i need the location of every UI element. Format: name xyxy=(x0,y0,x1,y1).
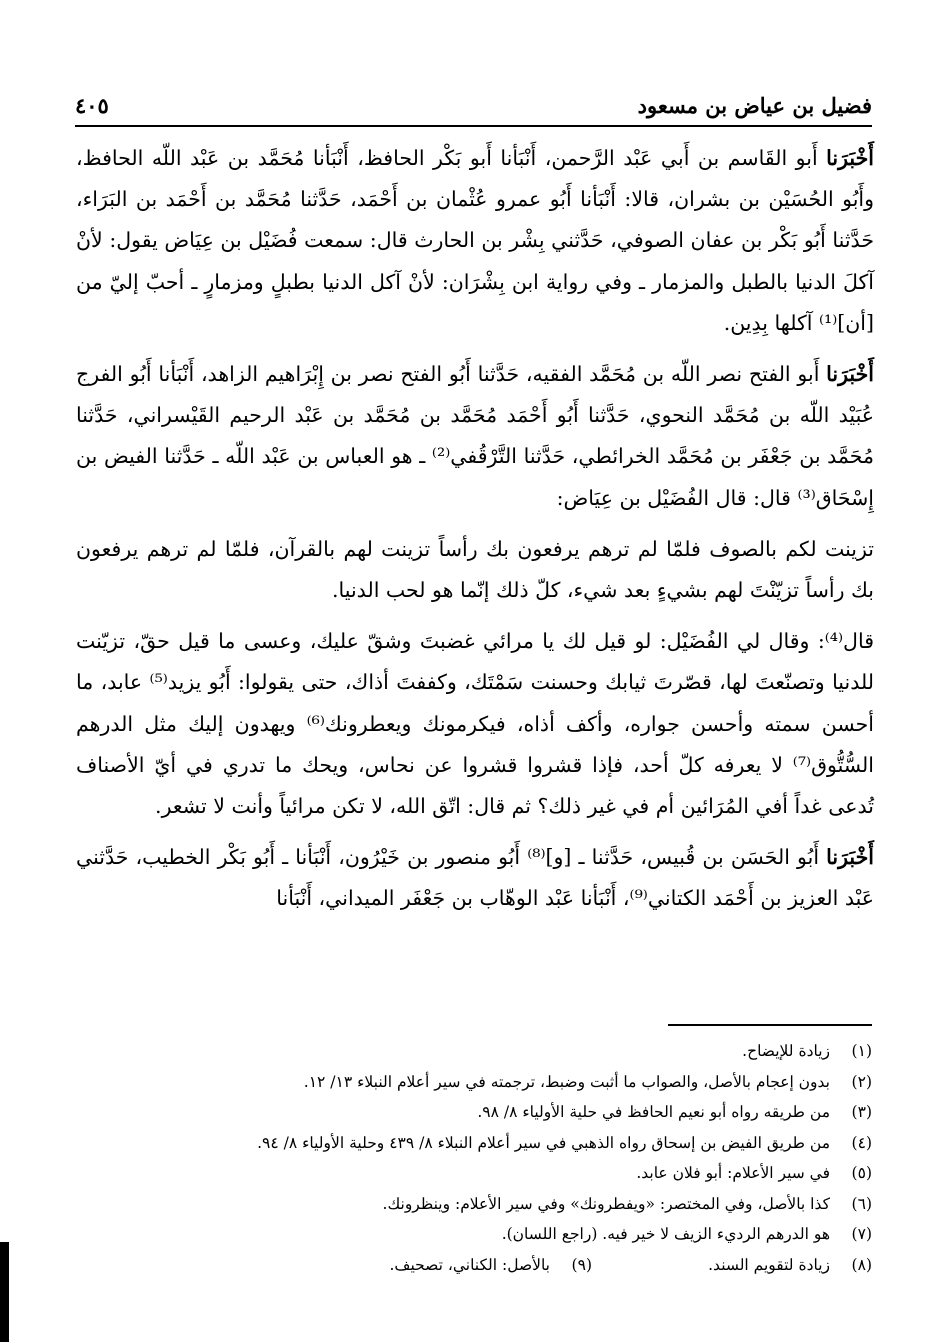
paragraph xyxy=(76,837,874,919)
footnote-number: (٤) xyxy=(851,1133,872,1152)
running-header xyxy=(75,88,872,122)
page-number: ٤٠٥ xyxy=(75,92,109,118)
header-rule xyxy=(75,125,872,127)
footnote xyxy=(76,1128,872,1159)
footnote-text: زيادة لتقويم السند. xyxy=(708,1255,830,1274)
footnote-pair xyxy=(76,1250,872,1281)
paragraph xyxy=(76,529,874,611)
footnote-text: بدون إعجام بالأصل، والصواب ما أثبت وضبط، ترجمته في سير أعلام النبلاء ١٣/ ١٢. xyxy=(303,1072,830,1091)
paragraph xyxy=(76,621,874,827)
footnote-number: (٣) xyxy=(851,1103,872,1121)
footnote-number: (١) xyxy=(851,1042,872,1060)
footnote-text: هو الدرهم الرديء الزيف لا خير فيه. (راجع اللسان). xyxy=(501,1225,830,1243)
footnote-number: (٨) xyxy=(851,1255,872,1274)
footnote-text: زيادة للإيضاح. xyxy=(742,1042,830,1060)
paragraph xyxy=(76,354,874,519)
footnote xyxy=(76,1189,872,1220)
footnote-text: في سير الأعلام: أبو فلان عابد. xyxy=(636,1164,830,1182)
paragraph-lead: أَخْبَرَنا xyxy=(826,146,874,170)
paragraph-text: أَبو القَاسم بن أَبي عَبْد الرَّحمن، أَنْبَأنا أَبو بَكْر الحافظ، أَنْبَأنا مُحَمَّد بن عَبْد اللّه الحافظ، وأَبُو الحُسَيْن بن بشران، قالا: أَنْبَأنا أَبُو عمرو عُثْمان بن أَحْمَد، حَدَّثنا مُحَمَّد بن أَحْمَد بن البَرَاء، حَدَّثنا أَبُو بَكْر بن عفان الصوفي، حَدَّثني بِشْر بن الحارث قال: سمعت فُضَيْل بن عِيَاض يقول: لأنْ آكلَ الدنيا بالطبل والمزمار ـ وفي رواية ابن بِشْرَان: لأنْ آكل الدنيا بطبلٍ ومزمارٍ ـ أحبّ إليّ من [أن]⁽¹⁾ آكلها بِدِين. xyxy=(76,146,874,335)
footnote-text: من طريقه رواه أبو نعيم الحافظ في حلية الأولياء ٨/ ٩٨. xyxy=(477,1103,830,1121)
paragraph-lead: أَخْبَرَنا xyxy=(826,362,874,387)
footnote-text: بالأصل: الكناني، تصحيف. xyxy=(389,1255,550,1274)
footnote xyxy=(76,1219,872,1250)
footnote-text: كذا بالأصل، وفي المختصر: «ويفطرونك» وفي سير الأعلام: وينظرونك. xyxy=(382,1194,830,1213)
scan-edge-mark xyxy=(0,1242,9,1342)
footnote xyxy=(76,1067,872,1098)
footnote-rule xyxy=(668,1024,872,1026)
footnote xyxy=(76,1036,872,1067)
paragraph-text: أَبُو الحَسَن بن قُبيس، حَدَّثنا ـ [و]⁽⁸⁾ أَبُو منصور بن خَيْرُون، أَنْبَأنا ـ أَبُو بَكْر الخطيب، حَدَّثني عَبْد العزيز بن أَحْمَد الكتاني⁽⁹⁾، أَنْبَأنا عَبْد الوهّاب بن جَعْفَر الميداني، أَنْبَأنا xyxy=(76,845,874,911)
footnote xyxy=(592,1250,872,1281)
footnote xyxy=(76,1097,872,1128)
footnote-text: من طريق الفيض بن إسحاق رواه الذهبي في سير أعلام النبلاء ٨/ ٤٣٩ وحلية الأولياء ٨/ ٩٤. xyxy=(257,1133,830,1152)
footnote-number: (٥) xyxy=(851,1164,872,1182)
paragraph-lead: أَخْبَرَنا xyxy=(826,845,874,870)
footnotes xyxy=(76,1036,872,1280)
paragraph-text: أَبو الفتح نصر اللّه بن مُحَمَّد الفقيه، حَدَّثنا أَبُو الفتح نصر بن إِبْرَاهيم الزاهد، أَنْبَأنا أَبُو الفرج عُبَيْد اللّه بن مُحَمَّد النحوي، حَدَّثنا أَبُو أَحْمَد مُحَمَّد بن مُحَمَّد بن عَبْد الرحيم القَيْسراني، حَدَّثنا مُحَمَّد بن جَعْفَر بن مُحَمَّد الخرائطي، حَدَّثنا التَّرْقُفي⁽²⁾ ـ هو العباس بن عَبْد اللّه ـ حَدَّثنا الفيض بن إِسْحَاق⁽³⁾ قال: قال الفُضَيْل بن عِيَاض: xyxy=(76,362,874,510)
header-title: فضيل بن عياض بن مسعود xyxy=(637,92,872,118)
footnote xyxy=(390,1250,593,1281)
paragraph-text: قال⁽⁴⁾: وقال لي الفُضَيْل: لو قيل لك يا مرائي غضبتَ وشقّ عليك، وعسى ما قيل حقّ، تزيّنت للدنيا وتصنّعتَ لها، قصّرتَ ثيابك وحسنت سَمْتَك، وكففتَ أذاك، حتى يقولوا: أَبُو يزيد⁽⁵⁾ عابد، ما أحسن سمته وأحسن جواره، وأكف أذاه، فيكرمونك ويعطرونك⁽⁶⁾ ويهدون إليك مثل الدرهم السُّتُّوق⁽⁷⁾ لا يعرفه كلّ أحد، فإذا قشروا قشروا عن نحاس، ويحك ما تدري في أيّ الأصناف تُدعى غداً أفي المُرَائين أم في غير ذلك؟ ثم قال: اتّق الله، لا تكن مرائياً وأنت لا تشعر. xyxy=(76,629,874,819)
footnote-number: (٦) xyxy=(851,1194,872,1213)
paragraph-text: تزينت لكم بالصوف فلمّا لم ترهم يرفعون بك رأساً تزينت لهم بالقرآن، فلمّا لم ترهم يرفعون بك رأساً تزيّنْتَ لهم بشيءٍ بعد شيء، كلّ ذلك إنّما هو لحب الدنيا. xyxy=(76,536,874,603)
main-text xyxy=(76,138,874,930)
footnote-number: (٧) xyxy=(851,1225,872,1243)
paragraph xyxy=(76,138,874,344)
footnote-number: (٢) xyxy=(851,1072,872,1091)
footnote-number: (٩) xyxy=(571,1255,592,1274)
footnote xyxy=(76,1158,872,1189)
